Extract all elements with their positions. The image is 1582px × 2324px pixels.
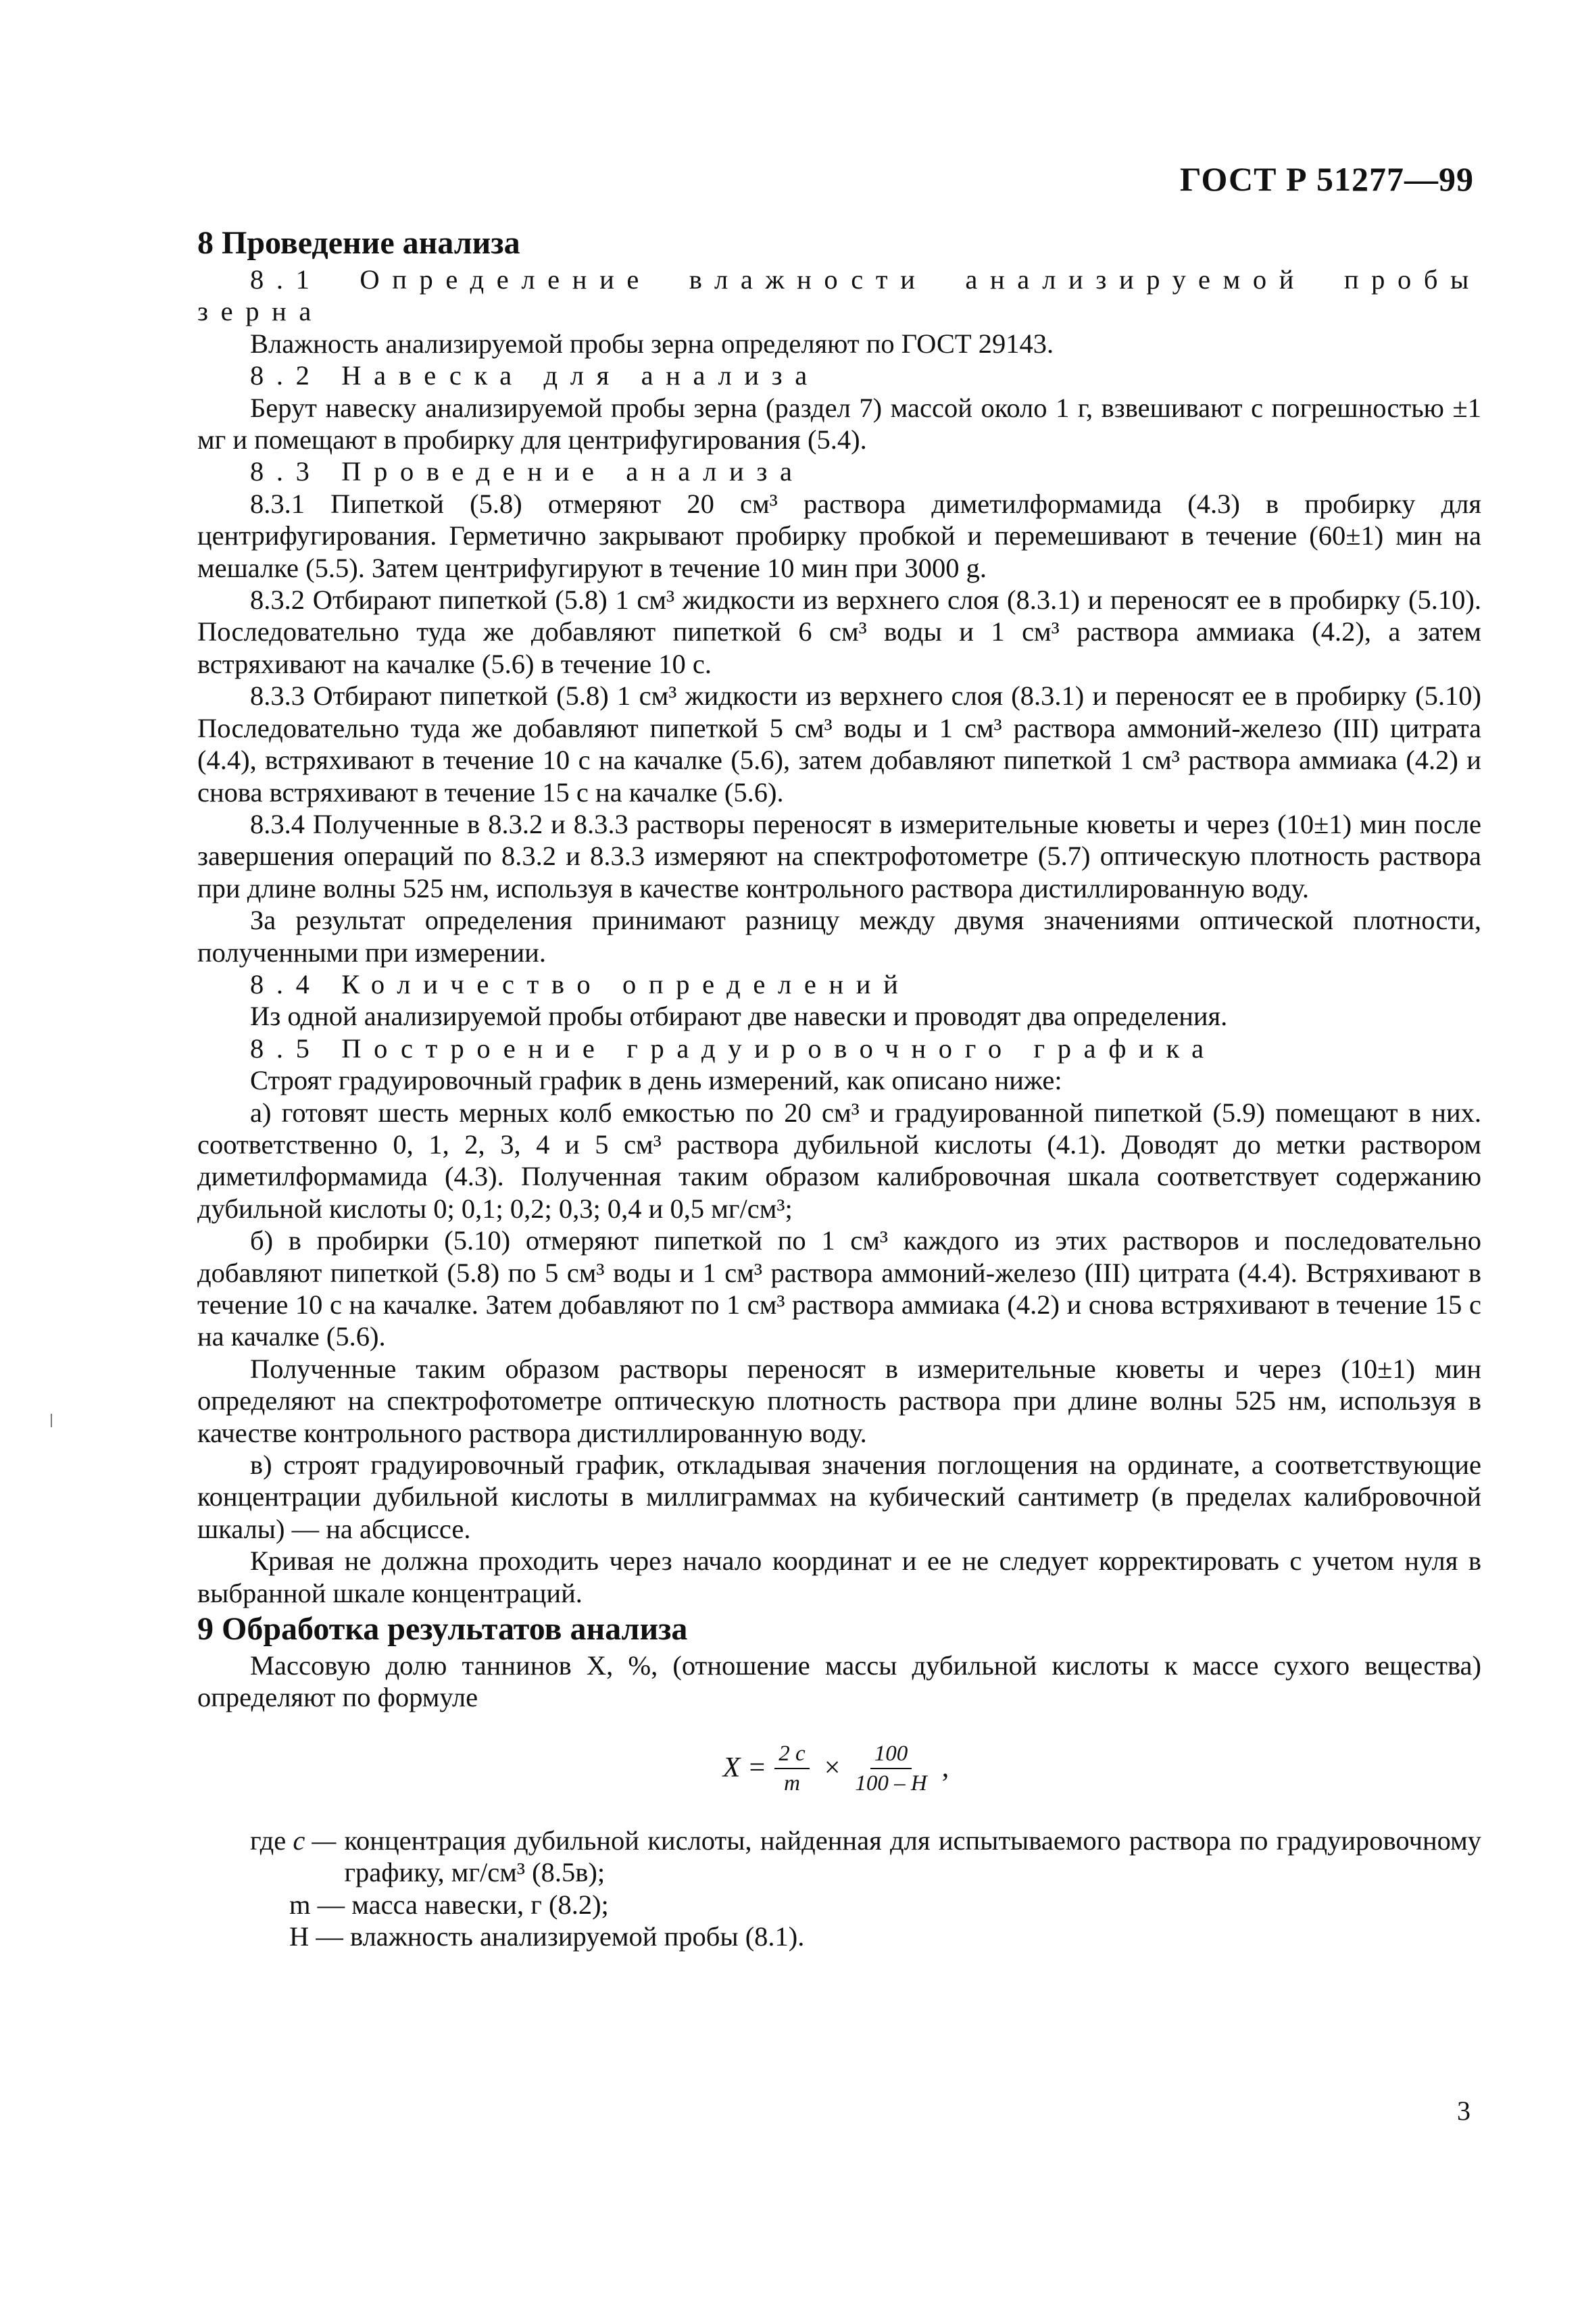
subsection-8-4-text: Из одной анализируемой пробы отбирают две навески и проводят два определения. bbox=[250, 1001, 1228, 1032]
subsection-8-2-text: Берут навеску анализируемой пробы зерна (раздел 7) массой около 1 г, взвешивают с погрешностью ±1 мг и помещают в пробирку для центрифугирования (5.4). bbox=[197, 392, 1481, 455]
fraction-2-denominator: 100 – H bbox=[855, 1771, 927, 1796]
formula-fraction-2 bbox=[855, 1739, 926, 1798]
fraction-1-numerator: 2 c bbox=[774, 1739, 809, 1769]
subsection-8-1-text: Влажность анализируемой пробы зерна определяют по ГОСТ 29143. bbox=[250, 328, 1054, 359]
subsection-8-4-heading: 8.4 Количество определений bbox=[250, 968, 911, 999]
paragraph-8-3-4: 8.3.4 Полученные в 8.3.2 и 8.3.3 растворы переносят в измерительные кюветы и через (10±1) мин после завершения операций по 8.3.2 и 8.3.3 измеряют на спектрофотометре (5.7) оптическую плотность раствора при длине волны 525 нм, используя в качестве контрольного раствора дистиллированную воду. bbox=[197, 808, 1481, 904]
paragraph-8-5-v: в) строят градуировочный график, откладывая значения поглощения на ординате, а соответствующие концентрации дубильной кислоты в миллиграммах на кубический сантиметр (в пределах калибровочной шкалы) — на абсциссе. bbox=[197, 1450, 1481, 1544]
page-number: 3 bbox=[1457, 2096, 1470, 2126]
section-9-title: 9 Обработка результатов анализа bbox=[197, 1611, 688, 1648]
definition-m: m — масса навески, г (8.2); bbox=[289, 1889, 609, 1920]
formula-times: × bbox=[824, 1752, 841, 1784]
paragraph-8-5-b: б) в пробирки (5.10) отмеряют пипеткой по 1 см³ каждого из этих растворов и последовательно добавляют пипеткой (5.8) по 5 см³ воды и 1 см³ раствора аммоний-железо (III) цитрата (4.4). Встряхивают в течение 10 с на качалке. Затем добавляют по 1 см³ раствора аммиака (4.2) и снова встряхивают в течение 15 с на качалке (5.6). bbox=[197, 1225, 1481, 1352]
where-word: где bbox=[250, 1825, 287, 1856]
subsection-8-5-heading: 8.5 Построение градуировочного графика bbox=[250, 1033, 1216, 1064]
paragraph-8-5-b-continued: Полученные таким образом растворы переносят в измерительные кюветы и через (10±1) мин определяют на спектрофотометре оптическую плотность раствора при длине волны 525 нм, используя в качестве контрольного раствора дистиллированную воду. bbox=[197, 1353, 1481, 1448]
definition-c-text: концентрация дубильной кислоты, найденная для испытываемого раствора по градуировочному графику, мг/см³ (8.5в); bbox=[344, 1825, 1481, 1888]
paragraph-8-5-intro: Строят градуировочный график в день измерений, как описано ниже: bbox=[250, 1065, 1062, 1096]
subsection-8-3-heading: 8.3 Проведение анализа bbox=[250, 456, 805, 487]
formula-tail: , bbox=[941, 1752, 949, 1784]
subsection-8-1-heading: 8.1 Определение влажности анализируемой пробы зерна bbox=[197, 264, 1481, 327]
paragraph-8-3-2: 8.3.2 Отбирают пипеткой (5.8) 1 см³ жидкости из верхнего слоя (8.3.1) и переносят ее в пробирку (5.10). Последовательно туда же добавляют пипеткой 6 см³ воды и 1 см³ раствора аммиака (4.2), а затем встряхивают на качалке (5.6) в течение 10 с. bbox=[197, 585, 1481, 679]
paragraph-8-3-3: 8.3.3 Отбирают пипеткой (5.8) 1 см³ жидкости из верхнего слоя (8.3.1) и переносят ее в пробирку (5.10) Последовательно туда же добавляют пипеткой 5 см³ воды и 1 см³ раствора аммоний-железо (III) цитрата (4.4), встряхивают в течение 10 с на качалке (5.6), затем добавляют пипеткой 1 см³ раствора аммиака (4.2) и снова встряхивают в течение 15 с на качалке (5.6). bbox=[197, 681, 1481, 808]
definition-h: H — влажность анализируемой пробы (8.1). bbox=[289, 1921, 805, 1952]
fraction-2-numerator: 100 bbox=[870, 1739, 912, 1769]
formula-lhs: X = bbox=[722, 1752, 767, 1784]
scan-mark bbox=[51, 1414, 52, 1427]
page-content bbox=[197, 223, 1481, 1953]
section-8-title: 8 Проведение анализа bbox=[197, 225, 520, 261]
paragraph-8-3-result: За результат определения принимают разницу между двумя значениями оптической плотности, полученными при измерении. bbox=[197, 905, 1481, 968]
paragraph-8-5-a: а) готовят шесть мерных колб емкостью по 20 см³ и градуированной пипеткой (5.9) помещают в них. соответственно 0, 1, 2, 3, 4 и 5 см³ раствора дубильной кислоты (4.1). Доводят до метки раствором диметилформамида (4.3). Полученная таким образом калибровочная шкала соответствует содержанию дубильной кислоты 0; 0,1; 0,2; 0,3; 0,4 и 0,5 мг/см³; bbox=[197, 1097, 1481, 1224]
fraction-1-denominator: m bbox=[784, 1771, 800, 1796]
definition-c-label: c — bbox=[293, 1825, 337, 1856]
paragraph-8-3-1: 8.3.1 Пипеткой (5.8) отмеряют 20 см³ раствора диметилформамида (4.3) в пробирку для центрифугирования. Герметично закрывают пробирку пробкой и перемешивают в течение (60±1) мин на мешалке (5.5). Затем центрифугируют в течение 10 мин при 3000 g. bbox=[197, 488, 1481, 583]
definition-c bbox=[250, 1825, 1481, 1889]
document-code: ГОСТ Р 51277—99 bbox=[1179, 160, 1474, 198]
formula-fraction-1 bbox=[774, 1739, 809, 1798]
paragraph-8-5-curve: Кривая не должна проходить через начало координат и ее не следует корректировать с учетом нуля в выбранной шкале концентраций. bbox=[197, 1546, 1481, 1608]
formula-definitions bbox=[197, 1825, 1481, 1953]
subsection-8-2-heading: 8.2 Навеска для анализа bbox=[250, 360, 820, 391]
paragraph-9-intro: Массовую долю таннинов X, %, (отношение массы дубильной кислоты к массе сухого вещества) определяют по формуле bbox=[197, 1650, 1481, 1713]
tannin-formula bbox=[197, 1739, 1481, 1798]
